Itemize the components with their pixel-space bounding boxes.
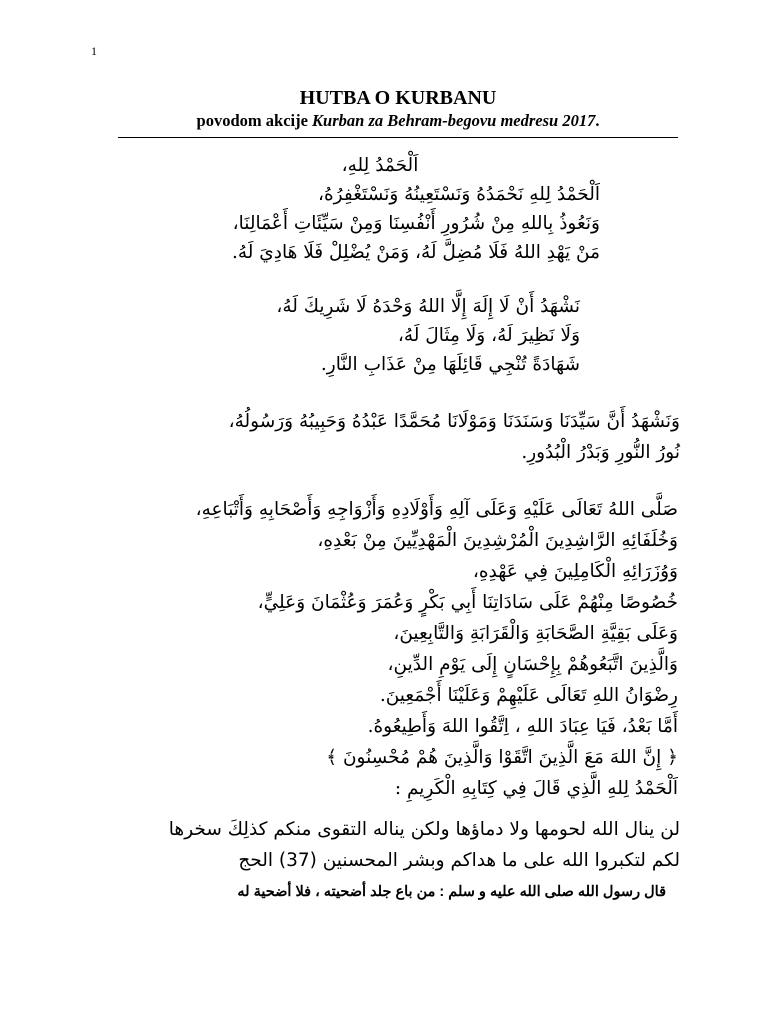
header-divider <box>118 137 678 138</box>
arabic-line: مَنْ يَهْدِ اللهُ فَلَا مُضِلَّ لَهُ، وَمَنْ يُضْلِلْ فَلَا هَادِيَ لَهُ. <box>231 242 600 263</box>
arabic-line: وَالَّذِينَ اتَّبَعُوهُمْ بِإِحْسَانٍ إِلَى يَوْمِ الدِّينِ، <box>387 654 678 675</box>
arabic-line: اَلْحَمْدُ لِلهِ نَحْمَدُهُ وَنَسْتَعِينُهُ وَنَسْتَغْفِرُهُ، <box>317 184 600 205</box>
arabic-line: وَنَعُوذُ بِاللهِ مِنْ شُرُورِ أَنْفُسِنَا وَمِنْ سَيِّئَاتِ أَعْمَالِنَا، <box>232 213 600 234</box>
document-title: HUTBA O KURBANU <box>299 87 497 109</box>
arabic-line: شَهَادَةً تُنْجِي قَائِلَهَا مِنْ عَذَابِ النَّارِ. <box>320 354 580 375</box>
quran-quote <box>120 815 680 877</box>
arabic-line: اَلْحَمْدُ لِلهِ الَّذِي قَالَ فِي كِتَابِهِ الْكَرِيمِ : <box>394 778 678 799</box>
quran-verse-line: ﴿ إِنَّ اللهَ مَعَ الَّذِينَ اتَّقَوْا وَالَّذِينَ هُمْ مُحْسِنُونَ ﴾ <box>326 747 678 768</box>
document-subtitle <box>118 110 678 132</box>
page-number: 1 <box>91 44 97 58</box>
arabic-line: وَعَلَى بَقِيَّةِ الصَّحَابَةِ وَالْقَرَابَةِ وَالتَّابِعِينَ، <box>393 623 678 644</box>
arabic-line: أَمَّا بَعْدُ، فَيَا عِبَادَ اللهِ ، اِتَّقُوا اللهَ وَأَطِيعُوهُ. <box>367 716 678 737</box>
arabic-line: اَلْحَمْدُ لِلهِ، <box>341 155 419 176</box>
arabic-line: وَنَشْهَدُ أَنَّ سَيِّدَنَا وَسَنَدَنَا وَمَوْلَانَا مُحَمَّدًا عَبْدُهُ وَحَبِيبُهُ وَرَسُولُهُ، <box>228 411 680 432</box>
arabic-line: خُصُوصًا مِنْهُمْ عَلَى سَادَاتِنَا أَبِي بَكْرٍ وَعُمَرَ وَعُثْمَانَ وَعَلِيٍّ، <box>257 592 678 613</box>
quran-quote-line: لن ينال الله لحومها ولا دماؤها ولكن يناله التقوى منكم كذلِكَ سخرها <box>168 819 680 840</box>
arabic-line: وَخُلَفَائِهِ الرَّاشِدِينَ الْمُرْشِدِينَ الْمَهْدِيِّينَ مِنْ بَعْدِهِ، <box>317 530 678 551</box>
quran-quote-line: لكم لتكبروا الله على ما هداكم وبشر المحسنين (37) الحج <box>238 850 680 871</box>
arabic-line: وَلَا نَظِيرَ لَهُ، وَلَا مِثَالَ لَهُ، <box>397 325 580 346</box>
subtitle-prefix: povodom akcije <box>196 111 313 130</box>
arabic-line: نَشْهَدُ أَنْ لَا إِلَهَ إِلَّا اللهُ وَحْدَهُ لَا شَرِيكَ لَهُ، <box>276 296 580 317</box>
hadith-line: قال رسول الله صلى الله عليه و سلم : من باع جلد أضحيته ، فلا أضحية له <box>237 884 666 900</box>
arabic-line: نُورُ النُّورِ وَبَدْرُ الْبُدُورِ. <box>521 442 680 463</box>
arabic-line: صَلَّى اللهُ تَعَالَى عَلَيْهِ وَعَلَى آلِهِ وَأَوْلَادِهِ وَأَزْوَاجِهِ وَأَصْحَابِهِ وَأَتْبَاعِهِ، <box>195 499 678 520</box>
subtitle-campaign-name: Kurban za Behram-begovu medresu 2017 <box>312 111 596 130</box>
arabic-line: رِضْوَانُ اللهِ تَعَالَى عَلَيْهِمْ وَعَلَيْنَا أَجْمَعِينَ. <box>379 685 678 706</box>
subtitle-suffix: . <box>595 111 600 130</box>
arabic-line: وَوُزَرَائِهِ الْكَامِلِينَ فِي عَهْدِهِ، <box>472 561 678 582</box>
document-header <box>118 86 678 132</box>
